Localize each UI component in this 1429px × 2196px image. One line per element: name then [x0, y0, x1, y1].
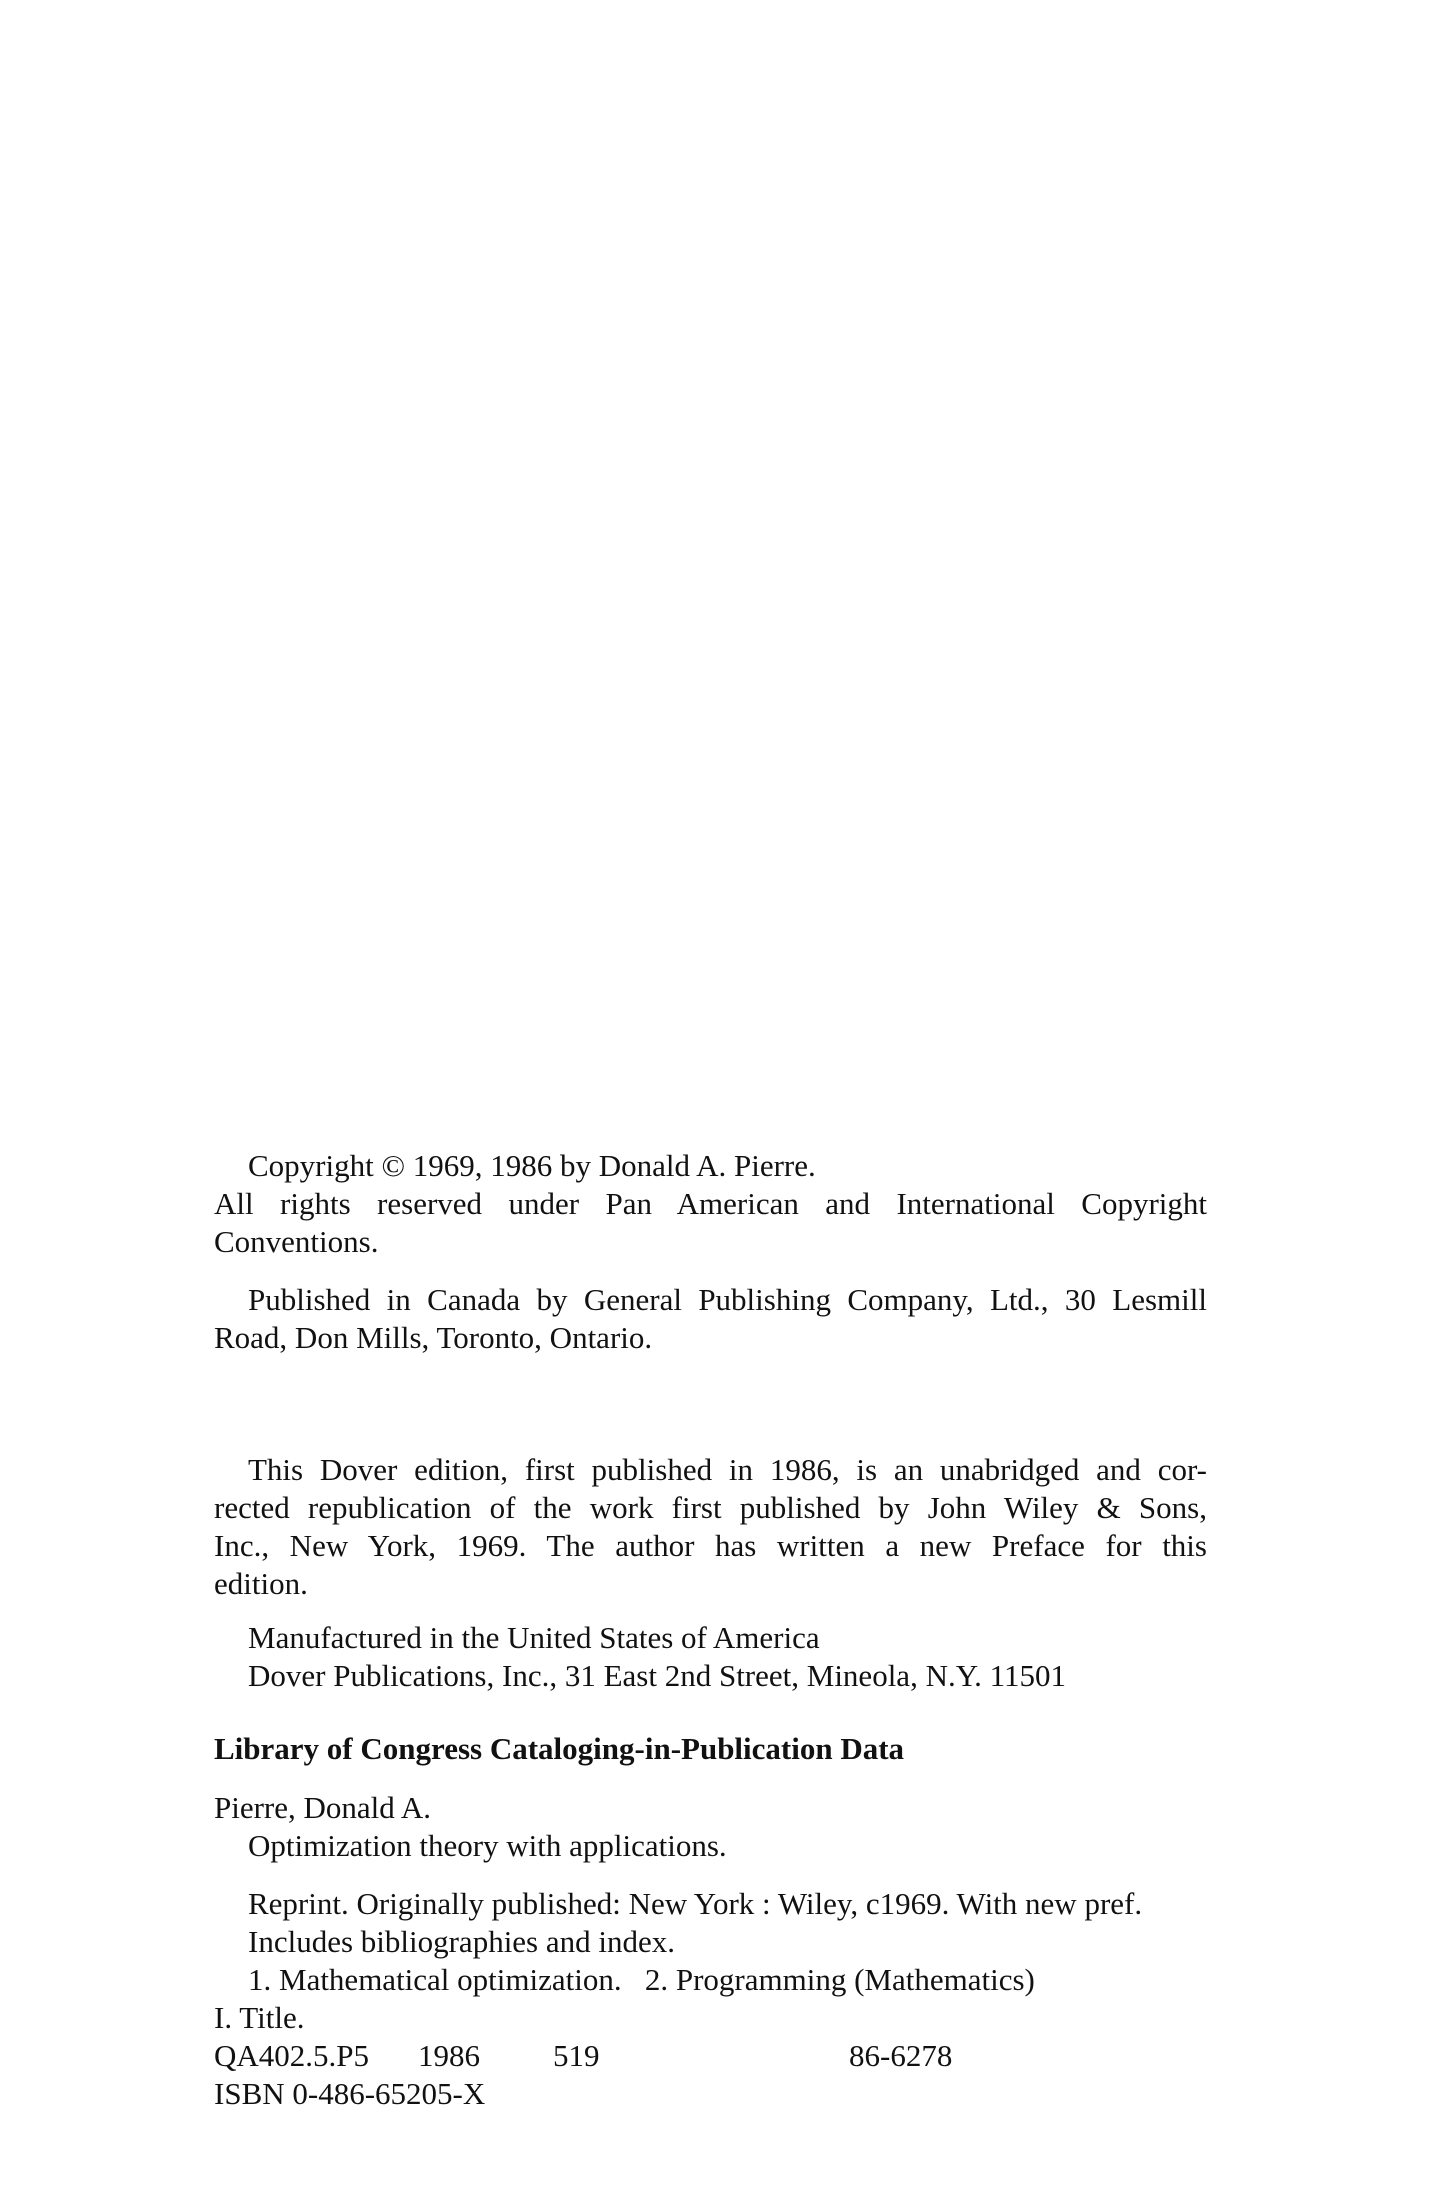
- cip-title: Optimization theory with applications.: [248, 1828, 727, 1863]
- copyright-line-3: Conventions.: [214, 1224, 379, 1259]
- cip-classification-row: [214, 2037, 1014, 2075]
- cip-subjects: 1. Mathematical optimization. 2. Programming (Mathematics): [248, 1962, 1035, 1997]
- copyright-line-2: All rights reserved under Pan American and International Copyright: [214, 1186, 1207, 1221]
- manufactured-line-2: Dover Publications, Inc., 31 East 2nd Street, Mineola, N.Y. 11501: [248, 1658, 1066, 1693]
- cip-call-number: QA402.5.P5: [214, 2038, 370, 2073]
- cip-note-1: Reprint. Originally published: New York : Wiley, c1969. With new pref.: [248, 1886, 1143, 1921]
- cip-heading: Library of Congress Cataloging-in-Publication Data: [214, 1731, 905, 1766]
- cip-dewey: 519: [553, 2038, 600, 2073]
- cip-author: Pierre, Donald A.: [214, 1790, 431, 1825]
- canada-line-1: Published in Canada by General Publishing Company, Ltd., 30 Lesmill: [248, 1282, 1207, 1317]
- cip-isbn: ISBN 0-486-65205-X: [214, 2076, 486, 2111]
- copyright-line-1: Copyright © 1969, 1986 by Donald A. Pierre.: [248, 1148, 816, 1183]
- edition-line-2: rected republication of the work first published by John Wiley & Sons,: [214, 1490, 1207, 1525]
- edition-line-1: This Dover edition, first published in 1986, is an unabridged and cor-: [248, 1452, 1207, 1487]
- edition-line-4: edition.: [214, 1566, 308, 1601]
- edition-line-3: Inc., New York, 1969. The author has written a new Preface for this: [214, 1528, 1207, 1563]
- cip-title-entry: I. Title.: [214, 2000, 305, 2035]
- cip-lccn: 86-6278: [849, 2038, 953, 2073]
- cip-note-2: Includes bibliographies and index.: [248, 1924, 676, 1959]
- cip-call-year: 1986: [418, 2038, 480, 2073]
- manufactured-line-1: Manufactured in the United States of America: [248, 1620, 820, 1655]
- canada-line-2: Road, Don Mills, Toronto, Ontario.: [214, 1320, 653, 1355]
